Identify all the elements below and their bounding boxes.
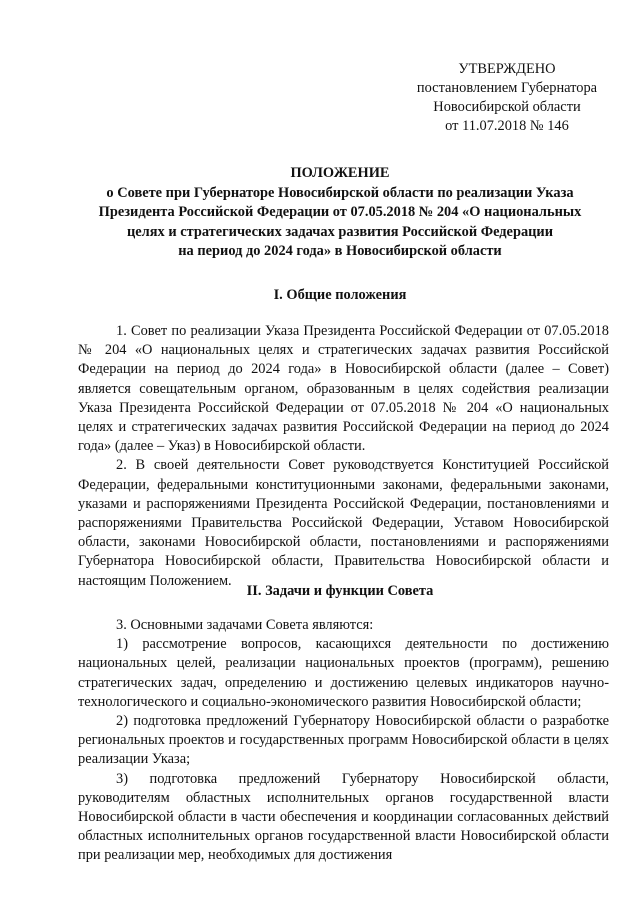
document-title — [40, 164, 640, 262]
paragraph-4: 1) рассмотрение вопросов, касающихся деятельности по достижению национальных целей, реализации национальных проектов (программ), решению стратегических задач, определению и достижению целевых индикаторов научно-технологического и социально-экономического развития Новосибирской области; — [78, 636, 609, 710]
title-line-3: Президента Российской Федерации от 07.05.2018 № 204 «О национальных — [98, 204, 582, 220]
section-2-body — [78, 616, 609, 866]
approval-line-region: Новосибирской области — [433, 99, 581, 115]
title-line-5: на период до 2024 года» в Новосибирской области — [178, 243, 502, 259]
approval-line-date-number: от 11.07.2018 № 146 — [445, 118, 569, 134]
paragraph-2: 2. В своей деятельности Совет руководствуется Конституцией Российской Федерации, федеральными конституционными законами, федеральными законами, указами и распоряжениями Президента Российской Федерации, постановлениями и распоряжениями Правительства Российской Федерации, Уставом Новосибирской области, законами Новосибирской области, постановлениями и распоряжениями Губернатора Новосибирской области, Правительства Новосибирской области и настоящим Положением. — [78, 457, 609, 589]
paragraph-5: 2) подготовка предложений Губернатору Новосибирской области о разработке региональных проектов и государственных программ Новосибирской области в целях реализации Указа; — [78, 713, 609, 768]
title-line-1: ПОЛОЖЕНИЕ — [290, 165, 390, 181]
section-1-heading: I. Общие положения — [273, 287, 407, 303]
paragraph-3: 3. Основными задачами Совета являются: — [116, 617, 374, 633]
title-line-4: целях и стратегических задачах развития Российской Федерации — [126, 223, 554, 240]
section-2-heading: II. Задачи и функции Совета — [246, 583, 434, 599]
section-1-body — [78, 322, 609, 591]
title-line-2: о Совете при Губернаторе Новосибирской области по реализации Указа — [106, 184, 574, 201]
approval-stamp — [392, 60, 622, 136]
approval-line-approved: УТВЕРЖДЕНО — [458, 61, 556, 77]
paragraph-1: 1. Совет по реализации Указа Президента Российской Федерации от 07.05.2018 № 204 «О национальных целях и стратегических задачах развития Российской Федерации на период до 2024 года» в Новосибирской области (далее – Совет) является совещательным органом, образованным в целях содействия реализации Указа Президента Российской Федерации от 07.05.2018 № 204 «О национальных целях и стратегических задачах развития Российской Федерации на период до 2024 года» (далее – Указ) в Новосибирской области. — [78, 323, 609, 455]
paragraph-6: 3) подготовка предложений Губернатору Новосибирской области, руководителям областных исполнительных органов государственной власти Новосибирской области в части обеспечения и координации согласованных действий областных исполнительных органов государственной власти Новосибирской области при реализации мер, необходимых для достижения — [78, 770, 609, 864]
approval-line-resolution: постановлением Губернатора — [416, 80, 598, 96]
